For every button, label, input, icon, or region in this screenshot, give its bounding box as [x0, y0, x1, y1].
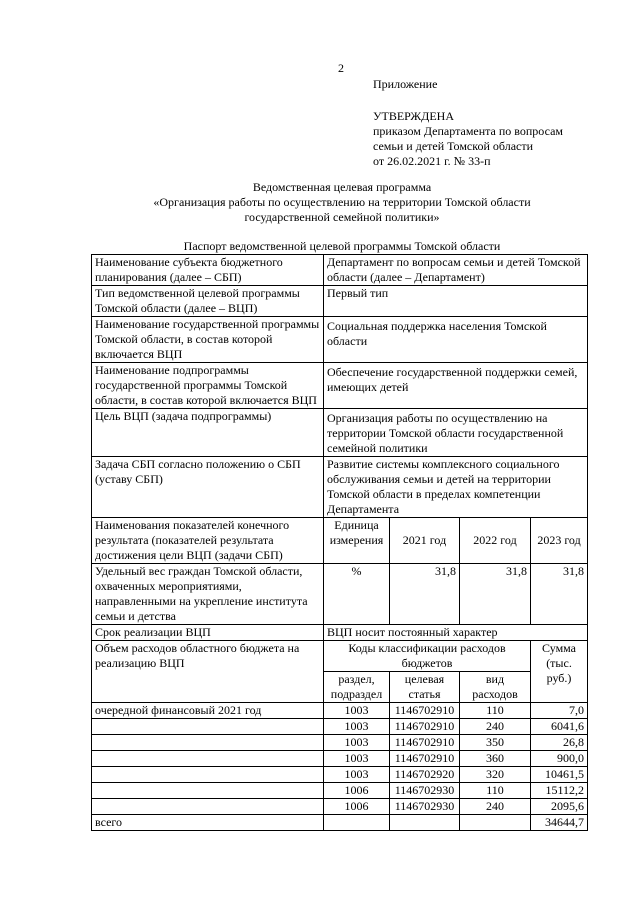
- expense-sum: 900,0: [531, 751, 588, 767]
- table-row: [92, 317, 588, 363]
- passport-table: [91, 254, 588, 831]
- expense-section: 1006: [324, 799, 390, 815]
- table-row: [92, 363, 588, 409]
- total-empty-cell: [390, 815, 460, 831]
- program-title-line-2: «Организация работы по осуществлению на территории Томской области: [153, 195, 531, 209]
- total-row: [92, 815, 588, 831]
- expense-row: [92, 719, 588, 735]
- expenses-rows: [92, 703, 588, 815]
- expense-kind: 240: [460, 799, 531, 815]
- subprogram-value: Обеспечение государственной поддержки семей, имеющих детей: [324, 363, 588, 409]
- expense-period: [92, 735, 324, 751]
- expense-section: 1006: [324, 783, 390, 799]
- expense-period: [92, 799, 324, 815]
- expense-period: [92, 783, 324, 799]
- table-row: [92, 518, 588, 564]
- total-empty-cell: [460, 815, 531, 831]
- table-row: [92, 255, 588, 286]
- expense-row: [92, 751, 588, 767]
- indicator-row-label: Удельный вес граждан Томской области, охваченных мероприятиями, направленными на укрепление института семьи и детства: [92, 564, 324, 625]
- approval-line-2: семьи и детей Томской области: [373, 139, 534, 153]
- expense-article: 1146702930: [390, 799, 460, 815]
- total-label: всего: [92, 815, 324, 831]
- expense-kind: 350: [460, 735, 531, 751]
- term-value: ВЦП носит постоянный характер: [324, 625, 588, 641]
- table-row: [92, 286, 588, 317]
- total-value: 34644,7: [531, 815, 588, 831]
- approval-heading: УТВЕРЖДЕНА: [373, 109, 455, 123]
- task-value: Развитие системы комплексного социального обслуживания семьи и детей на территории Томской области в пределах компетенции Департамента: [324, 457, 588, 518]
- table-row: [92, 641, 588, 672]
- expense-article: 1146702910: [390, 719, 460, 735]
- expenses-col-kind: вид расходов: [460, 672, 531, 703]
- task-label: Задача СБП согласно положению о СБП (уставу СБП): [92, 457, 324, 518]
- expense-section: 1003: [324, 751, 390, 767]
- table-row: [92, 625, 588, 641]
- expense-sum: 7,0: [531, 703, 588, 719]
- expenses-label: Объем расходов областного бюджета на реализацию ВЦП: [92, 641, 324, 703]
- appendix-label: Приложение: [373, 77, 438, 91]
- expense-row: [92, 783, 588, 799]
- table-row: [92, 409, 588, 457]
- indicator-unit-header: Единица измерения: [324, 518, 390, 564]
- approval-line-3: от 26.02.2021 г. № 33-п: [373, 154, 491, 168]
- expense-sum: 15112,2: [531, 783, 588, 799]
- subprogram-label: Наименование подпрограммы государственной программы Томской области, в состав которой включается ВЦП: [92, 363, 324, 409]
- indicator-row-value-2023: 31,8: [531, 564, 588, 625]
- sbp-value: Департамент по вопросам семьи и детей Томской области (далее – Департамент): [324, 255, 588, 286]
- expenses-col-article: целевая статья: [390, 672, 460, 703]
- expense-kind: 110: [460, 703, 531, 719]
- indicator-year-2021: 2021 год: [390, 518, 460, 564]
- expenses-codes-header: Коды классификации расходов бюджетов: [324, 641, 531, 672]
- expense-article: 1146702910: [390, 735, 460, 751]
- expense-row: [92, 799, 588, 815]
- expense-article: 1146702920: [390, 767, 460, 783]
- goal-value: Организация работы по осуществлению на территории Томской области государственной семейной политики: [324, 409, 588, 457]
- program-title-line-1: Ведомственная целевая программа: [252, 180, 432, 194]
- expense-sum: 2095,6: [531, 799, 588, 815]
- total-empty-cell: [324, 815, 390, 831]
- table-row: [92, 457, 588, 518]
- expense-period: [92, 719, 324, 735]
- expense-row: [92, 703, 588, 719]
- goal-label: Цель ВЦП (задача подпрограммы): [92, 409, 324, 457]
- expense-period: [92, 767, 324, 783]
- indicator-row-value-2021: 31,8: [390, 564, 460, 625]
- expense-period: [92, 751, 324, 767]
- passport-title: Паспорт ведомственной целевой программы Томской области: [183, 239, 501, 253]
- expense-section: 1003: [324, 719, 390, 735]
- expense-period: очередной финансовый 2021 год: [92, 703, 324, 719]
- indicator-year-2023: 2023 год: [531, 518, 588, 564]
- expense-kind: 320: [460, 767, 531, 783]
- expense-article: 1146702930: [390, 783, 460, 799]
- indicator-row-unit: %: [324, 564, 390, 625]
- indicator-row-value-2022: 31,8: [460, 564, 531, 625]
- type-value: Первый тип: [324, 286, 588, 317]
- term-label: Срок реализации ВЦП: [92, 625, 324, 641]
- approval-line-1: приказом Департамента по вопросам: [373, 124, 563, 138]
- gp-label: Наименование государственной программы Томской области, в состав которой включается ВЦП: [92, 317, 324, 363]
- expense-sum: 10461,5: [531, 767, 588, 783]
- expense-section: 1003: [324, 767, 390, 783]
- program-title: [92, 180, 592, 225]
- expense-article: 1146702910: [390, 703, 460, 719]
- page-number: 2: [338, 61, 344, 75]
- expenses-col-section: раздел, подраздел: [324, 672, 390, 703]
- indicators-label: Наименования показателей конечного результата (показателей результата достижения цели ВЦП (задачи СБП): [92, 518, 324, 564]
- table-row: [92, 564, 588, 625]
- expense-section: 1003: [324, 703, 390, 719]
- gp-value: Социальная поддержка населения Томской области: [324, 317, 588, 363]
- expense-article: 1146702910: [390, 751, 460, 767]
- type-label: Тип ведомственной целевой программы Томской области (далее – ВЦП): [92, 286, 324, 317]
- expense-sum: 26,8: [531, 735, 588, 751]
- expense-kind: 240: [460, 719, 531, 735]
- expense-kind: 360: [460, 751, 531, 767]
- expense-row: [92, 735, 588, 751]
- expense-kind: 110: [460, 783, 531, 799]
- program-title-line-3: государственной семейной политики»: [244, 210, 440, 224]
- expense-sum: 6041,6: [531, 719, 588, 735]
- expenses-sum-header: Сумма (тыс. руб.): [531, 641, 588, 703]
- approval-block: [373, 109, 563, 169]
- expense-section: 1003: [324, 735, 390, 751]
- expense-row: [92, 767, 588, 783]
- indicator-year-2022: 2022 год: [460, 518, 531, 564]
- sbp-label: Наименование субъекта бюджетного планирования (далее – СБП): [92, 255, 324, 286]
